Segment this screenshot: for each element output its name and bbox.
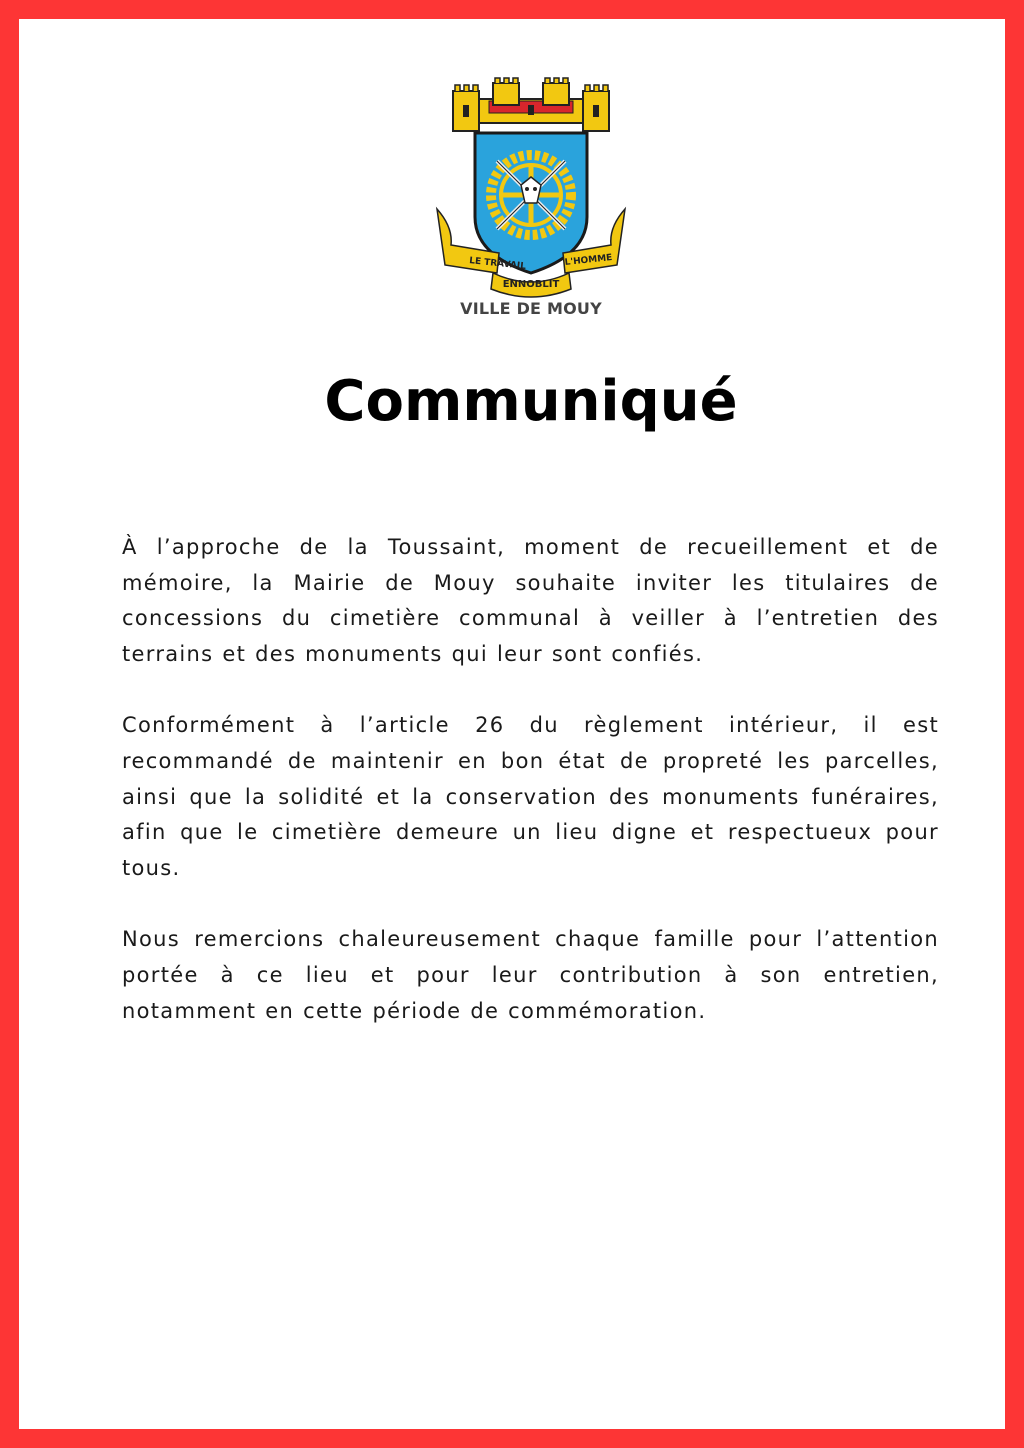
- page-title: Communiqué: [324, 369, 738, 434]
- paragraph-2: Conformément à l’article 26 du règlement intérieur, il est recommandé de maintenir en bon état de propreté les parcelles, ainsi que la solidité et la conservation des monuments funéraires, afin que le cimetière demeure un lieu digne et respectueux pour tous.: [122, 713, 939, 880]
- crown-icon: [453, 78, 609, 131]
- paragraph-3: Nous remercions chaleureusement chaque famille pour l’attention portée à ce lieu et pour leur contribution à son entretien, notamment en cette période de commémoration.: [122, 927, 939, 1023]
- motto-right: L'HOMME: [564, 253, 613, 268]
- coat-of-arms-logo: [431, 77, 631, 299]
- paragraph-1: À l’approche de la Toussaint, moment de recueillement et de mémoire, la Mairie de Mouy souhaite inviter les titulaires de concessions du cimetière communal à veiller à l’entretien des terrains et des monuments qui leur sont confiés.: [122, 535, 939, 666]
- motto-center: ENNOBLIT: [502, 279, 560, 290]
- communique-body: [122, 530, 939, 1065]
- motto-left: LE TRAVAIL: [468, 256, 527, 272]
- city-name: VILLE DE MOUY: [460, 299, 602, 318]
